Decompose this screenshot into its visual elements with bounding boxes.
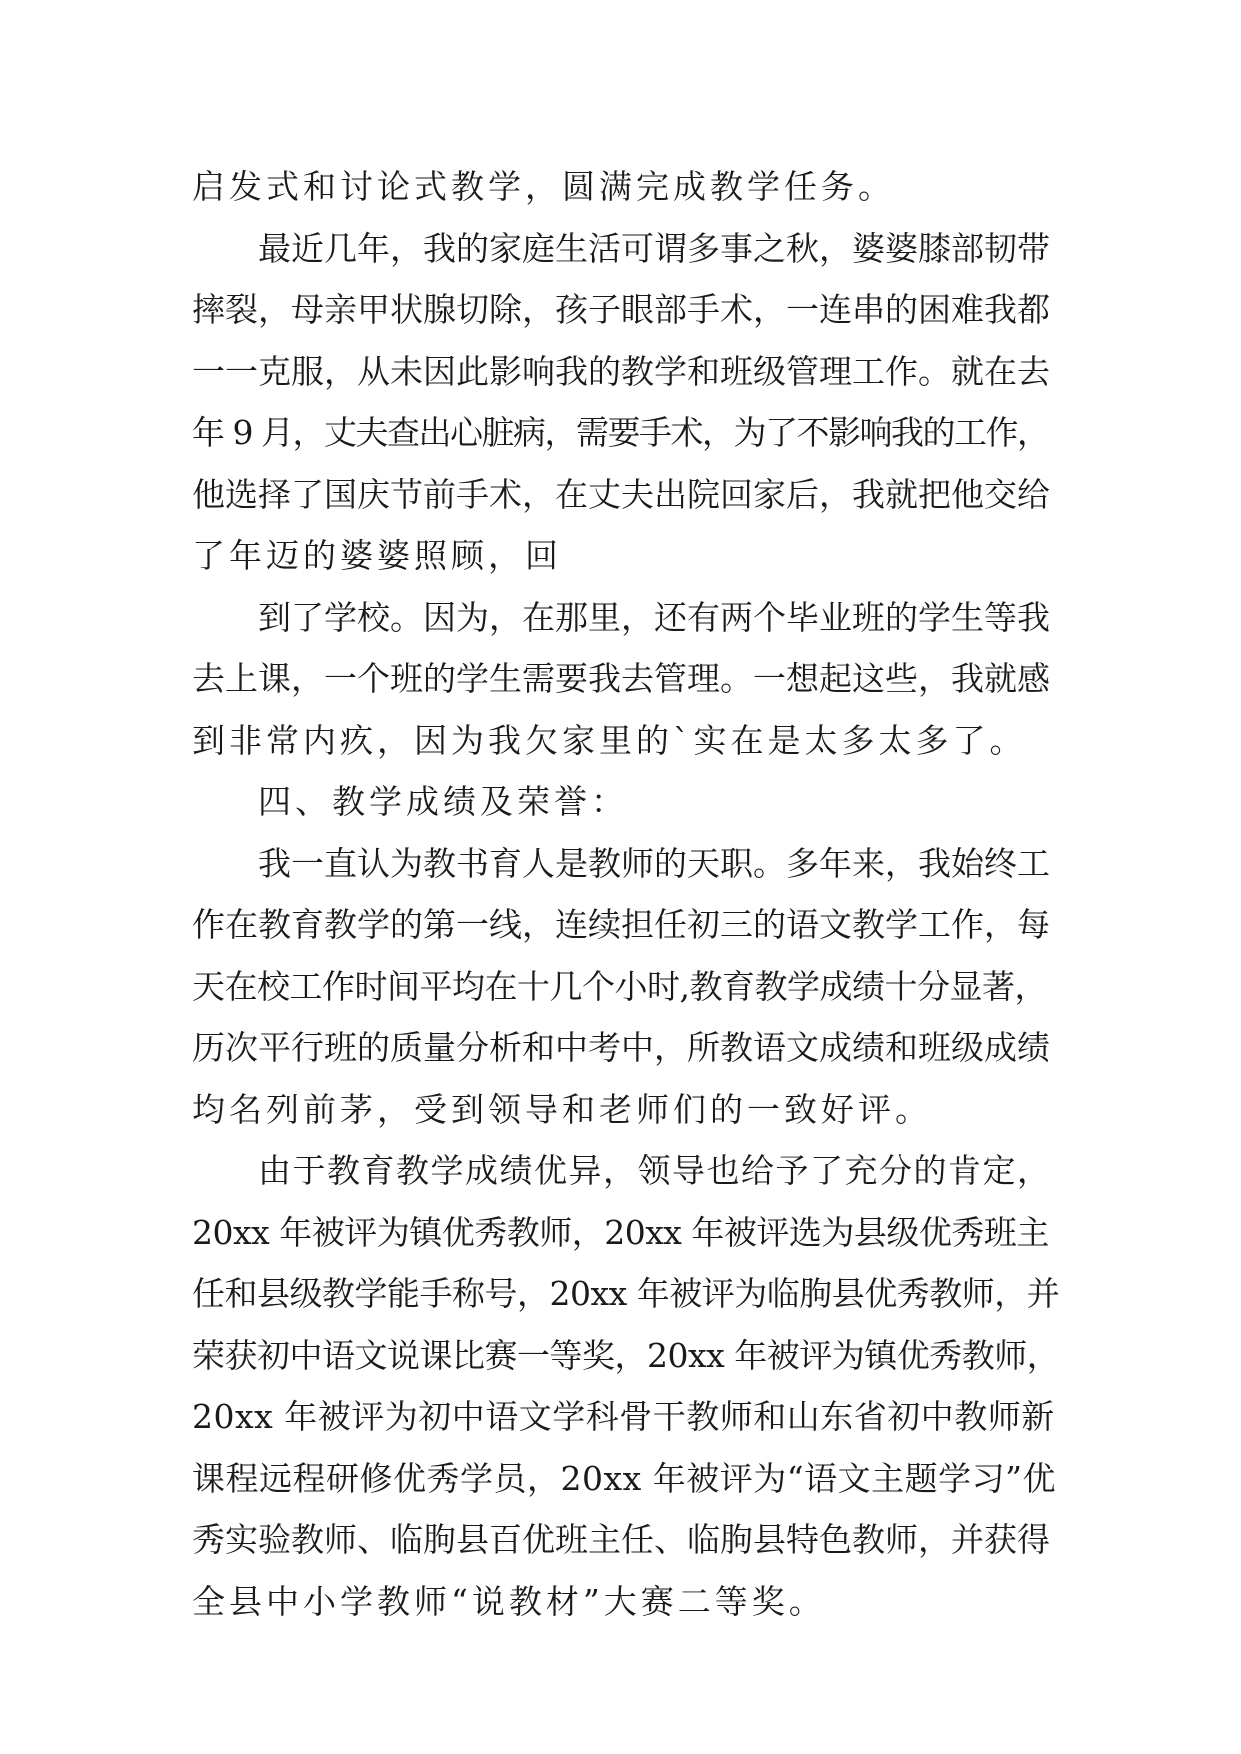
body-text: [192, 156, 1060, 1632]
text-line: 由于教育教学成绩优异，领导也给予了充分的肯定，: [258, 1151, 1052, 1190]
text-line: 20xx 年被评为镇优秀教师，20xx 年被评选为县级优秀班主: [192, 1212, 1049, 1252]
paragraph: [192, 218, 1060, 587]
text-line: 课程远程研修优秀学员，20xx 年被评为“语文主题学习”优: [192, 1458, 1056, 1498]
text-line: 最近几年，我的家庭生活可谓多事之秋，婆婆膝部韧带: [258, 228, 1050, 268]
text-line: 一一克服，从未因此影响我的教学和班级管理工作。就在去: [192, 351, 1050, 391]
text-line: 摔裂，母亲甲状腺切除，孩子眼部手术，一连串的困难我都: [192, 290, 1050, 329]
section-heading: [192, 771, 1060, 833]
text-line: 秀实验教师、临朐县百优班主任、临朐县特色教师，并获得: [192, 1520, 1050, 1559]
text-line: 他选择了国庆节前手术，在丈夫出院回家后，我就把他交给: [192, 474, 1050, 514]
text-line: 年 9 月，丈夫查出心脏病，需要手术，为了不影响我的工作，: [192, 413, 1049, 452]
paragraph: [192, 1140, 1060, 1632]
text-line: 全县中小学教师“说教材”大赛二等奖。: [192, 1581, 826, 1621]
text-line: 到非常内疚，因为我欠家里的`实在是太多太多了。: [192, 720, 1027, 760]
text-line: 了年迈的婆婆照顾，回: [192, 536, 562, 575]
paragraph: [192, 833, 1060, 1141]
text-line: 我一直认为教书育人是教师的天职。多年来，我始终工: [258, 843, 1050, 883]
text-line: 天在校工作时间平均在十几个小时,教育教学成绩十分显著，: [192, 966, 1047, 1006]
text-line: 均名列前茅，受到领导和老师们的一致好评。: [192, 1089, 932, 1129]
text-line: 到了学校。因为，在那里，还有两个毕业班的学生等我: [258, 597, 1050, 637]
text-line: 20xx 年被评为初中语文学科骨干教师和山东省初中教师新: [192, 1397, 1055, 1436]
text-line: 启发式和讨论式教学，圆满完成教学任务。: [192, 167, 895, 206]
text-line: 去上课，一个班的学生需要我去管理。一想起这些，我就感: [192, 659, 1050, 698]
text-line: 任和县级教学能手称号，20xx 年被评为临朐县优秀教师，并: [192, 1274, 1060, 1313]
paragraph: [192, 587, 1060, 772]
paragraph: [192, 156, 1060, 218]
text-line: 历次平行班的质量分析和中考中，所教语文成绩和班级成绩: [192, 1028, 1050, 1067]
text-line: 作在教育教学的第一线，连续担任初三的语文教学工作，每: [192, 905, 1050, 944]
text-line: 荣获初中语文说课比赛一等奖，20xx 年被评为镇优秀教师，: [192, 1335, 1060, 1375]
text-line: 四、教学成绩及荣誉：: [258, 782, 628, 821]
